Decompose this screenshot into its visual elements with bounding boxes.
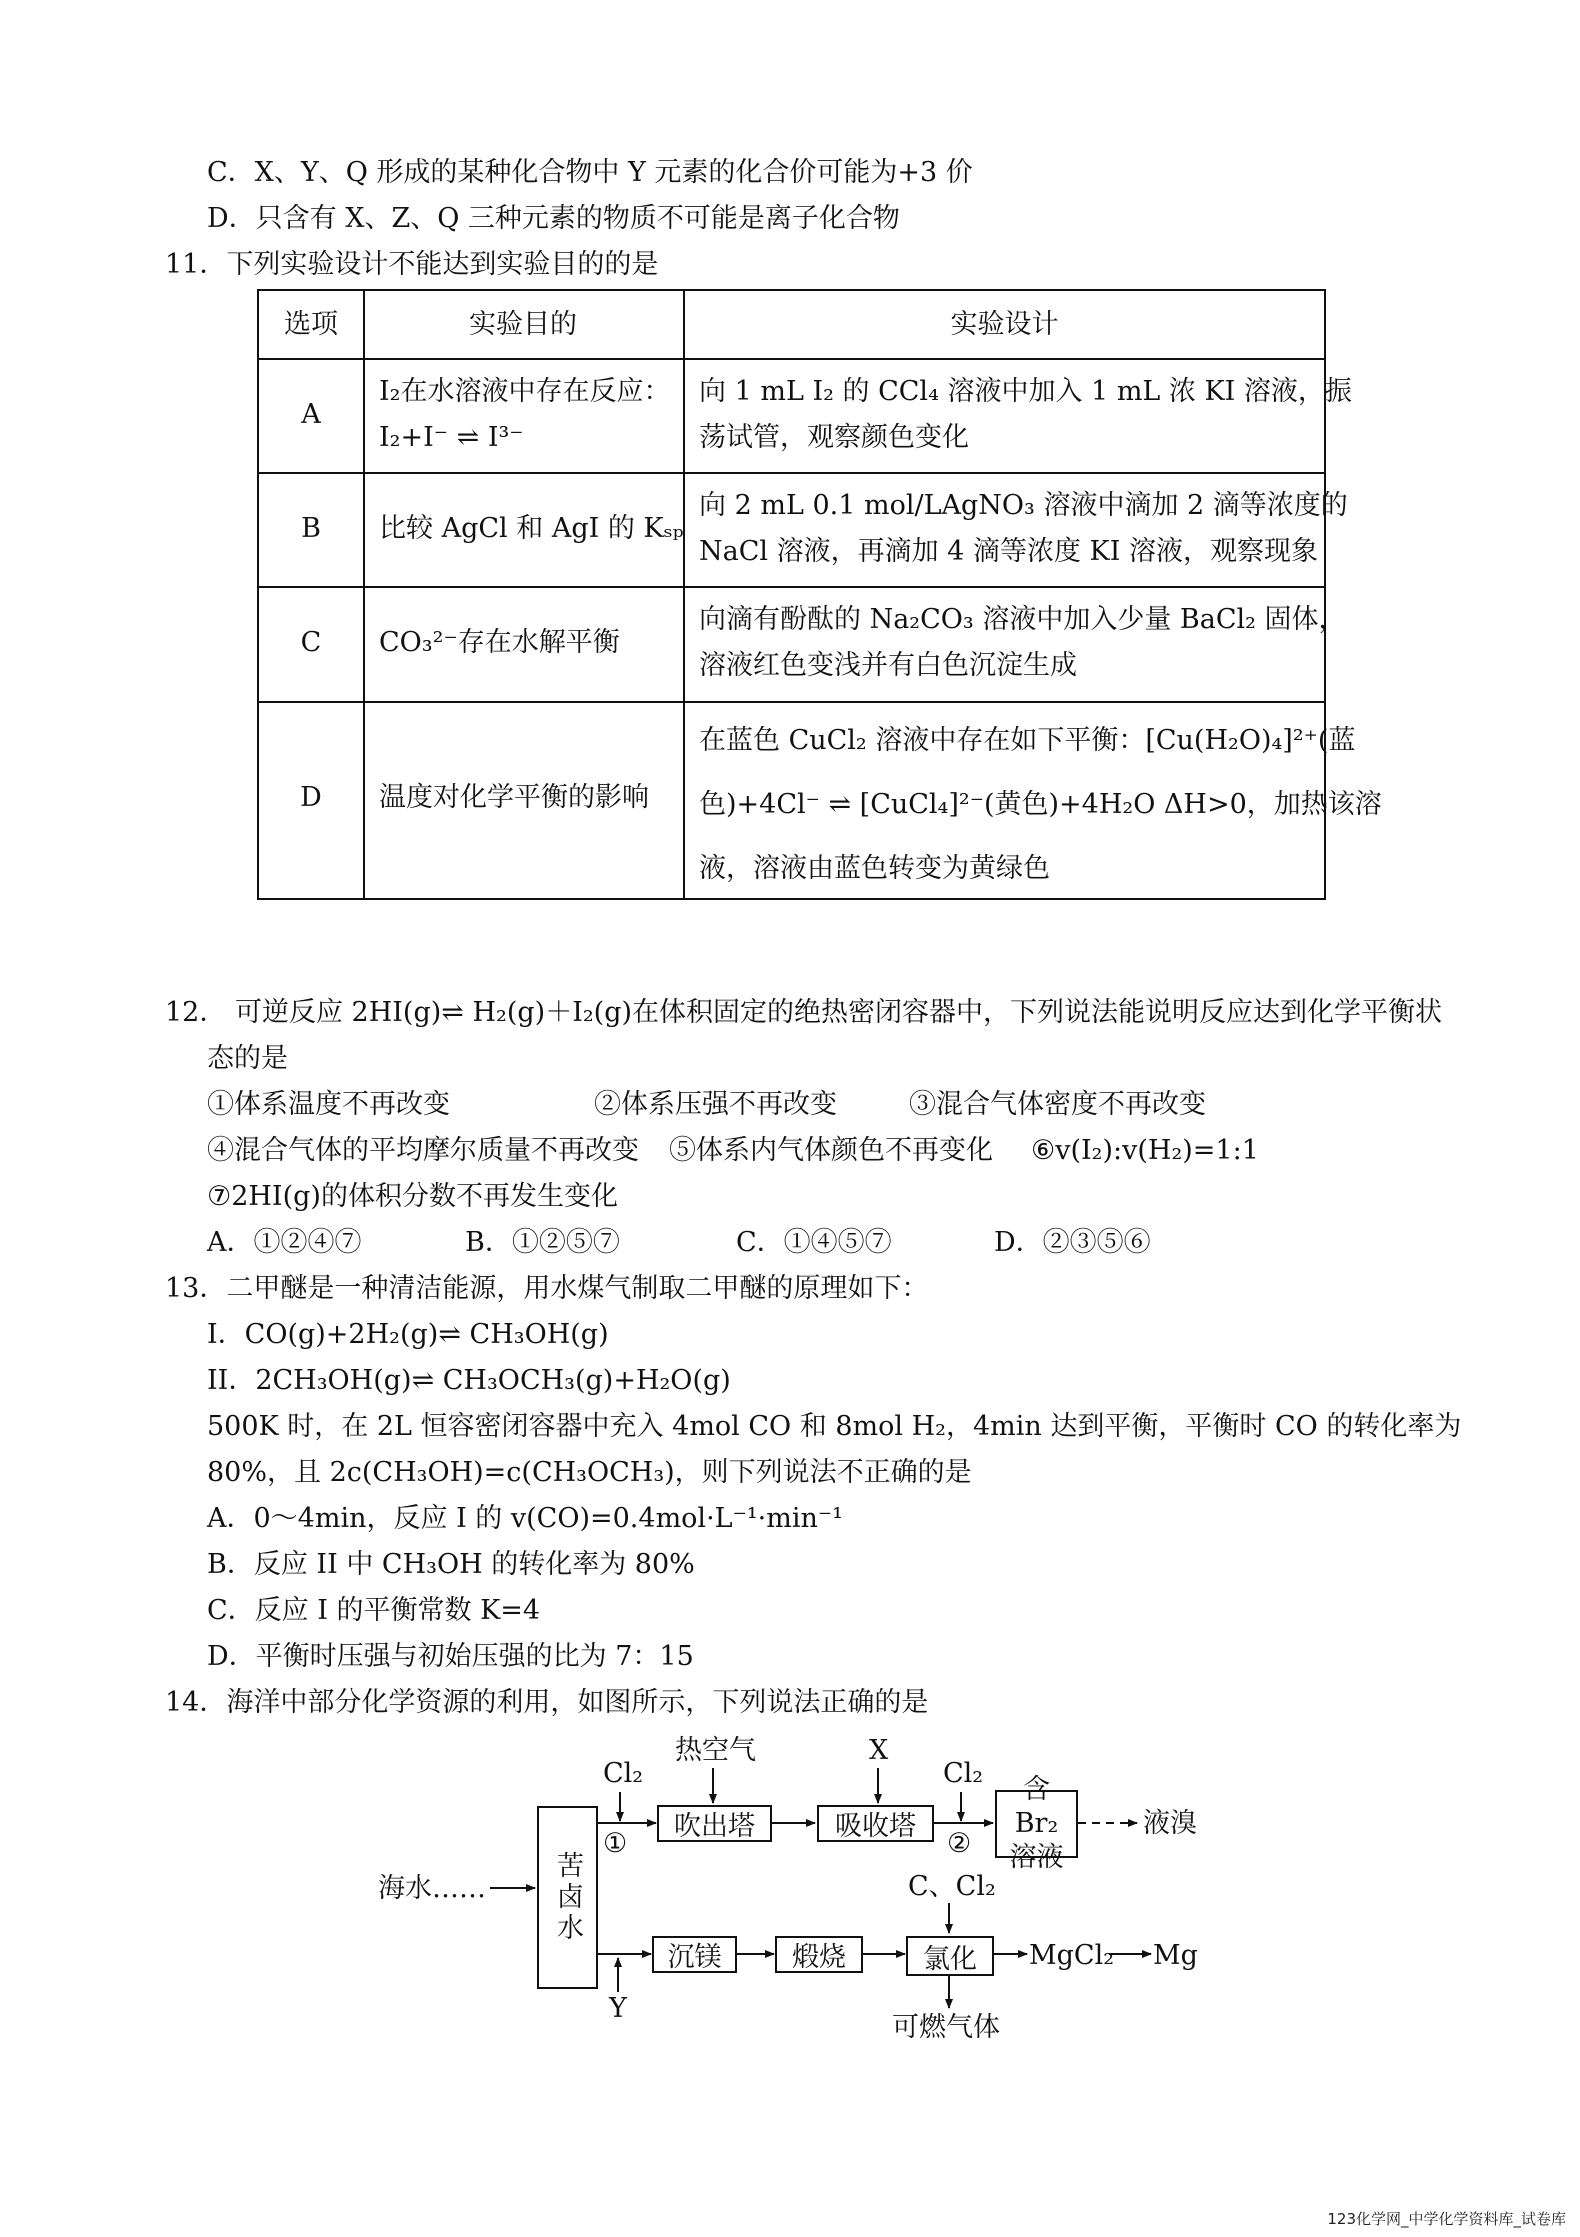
q12-item: ⑤体系内气体颜色不再变化 — [669, 1135, 993, 1166]
table-row-option: C — [300, 627, 322, 658]
q11-stem: 11．下列实验设计不能达到实验目的的是 — [165, 249, 659, 280]
step2-marker: ② — [947, 1828, 972, 1859]
calcine-label: 煅烧 — [792, 1942, 846, 1973]
q13-condition-cont: 80%，且 2c(CH₃OH)=c(CH₃OCH₃)，则下列说法不正确的是 — [207, 1457, 972, 1488]
liquid-bromine-label: 液溴 — [1143, 1808, 1197, 1839]
q13-stem: 13．二甲醚是一种清洁能源，用水煤气制取二甲醚的原理如下： — [165, 1273, 929, 1304]
table-row-design: 液，溶液由蓝色转变为黄绿色 — [699, 853, 1050, 884]
table-row-option: B — [301, 513, 321, 544]
br2-solution-label: 含Br₂溶液 — [1009, 1774, 1064, 1873]
q12-item: ②体系压强不再改变 — [594, 1089, 837, 1120]
q13-reaction-1: I．CO(g)+2H₂(g)⇌ CH₃OH(g) — [207, 1319, 609, 1350]
prev-option-d: D．只含有 X、Z、Q 三种元素的物质不可能是离子化合物 — [207, 203, 900, 234]
table-row-design: 荡试管，观察颜色变化 — [699, 422, 969, 453]
table-row-design: 色)+4Cl⁻ ⇌ [CuCl₄]²⁻(黄色)+4H₂O ΔH>0，加热该溶 — [699, 789, 1382, 820]
q12-stem-cont: 态的是 — [207, 1043, 288, 1074]
table-header-purpose: 实验目的 — [469, 309, 577, 340]
q12-item: ③混合气体密度不再改变 — [909, 1089, 1206, 1120]
q12-option: C．①④⑤⑦ — [736, 1227, 892, 1258]
mgcl2-label: MgCl₂ — [1029, 1940, 1115, 1971]
q12-stem: 12． 可逆反应 2HI(g)⇌ H₂(g)＋I₂(g)在体积固定的绝热密闭容器中，下列说法能说明反应达到化学平衡状 — [165, 997, 1443, 1028]
q12-item: ④混合气体的平均摩尔质量不再改变 — [207, 1135, 639, 1166]
q12-item: ①体系温度不再改变 — [207, 1089, 450, 1120]
absorb-tower-box — [817, 1805, 934, 1842]
absorb-tower-label: 吸收塔 — [835, 1811, 916, 1842]
table-row-purpose: I₂在水溶液中存在反应： — [379, 376, 671, 407]
cl2-label-2: Cl₂ — [943, 1758, 984, 1789]
footer-watermark: 123化学网_中学化学资料库_试卷库 — [1327, 2210, 1566, 2228]
q12-item: ⑦2HI(g)的体积分数不再发生变化 — [207, 1181, 618, 1212]
table-row-design: 向滴有酚酞的 Na₂CO₃ 溶液中加入少量 BaCl₂ 固体， — [699, 604, 1346, 635]
c-cl2-label: C、Cl₂ — [908, 1871, 996, 1902]
step1-marker: ① — [603, 1828, 628, 1859]
table-row-design: NaCl 溶液，再滴加 4 滴等浓度 KI 溶液，观察现象 — [699, 536, 1318, 567]
q13-option: A．0～4min，反应 I 的 v(CO)=0.4mol·L⁻¹·min⁻¹ — [207, 1503, 843, 1534]
table-row-purpose: I₂+I⁻ ⇌ I³⁻ — [379, 422, 524, 453]
prev-option-c: C．X、Y、Q 形成的某种化合物中 Y 元素的化合价可能为+3 价 — [207, 157, 973, 188]
table-row-option: A — [301, 399, 321, 430]
q12-item: ⑥v(I₂):v(H₂)=1:1 — [1031, 1135, 1259, 1166]
table-row-option: D — [300, 782, 322, 813]
chlorinate-box — [906, 1936, 994, 1976]
blow-tower-box — [657, 1805, 772, 1842]
seawater-label: 海水…… — [378, 1873, 486, 1904]
q13-reaction-2: II．2CH₃OH(g)⇌ CH₃OCH₃(g)+H₂O(g) — [207, 1365, 731, 1396]
hot-air-label: 热空气 — [675, 1735, 756, 1766]
calcine-box — [775, 1936, 863, 1973]
q13-option: D．平衡时压强与初始压强的比为 7：15 — [207, 1641, 694, 1672]
blow-tower-label: 吹出塔 — [674, 1811, 755, 1842]
combustible-gas-label: 可燃气体 — [892, 2012, 1000, 2043]
cl2-label-1: Cl₂ — [603, 1758, 644, 1789]
y-label: Y — [609, 1993, 627, 2024]
table-row-purpose: 温度对化学平衡的影响 — [379, 782, 649, 813]
table-row-purpose: 比较 AgCl 和 AgI 的 Kₛₚ — [379, 513, 684, 544]
q13-option: B．反应 II 中 CH₃OH 的转化率为 80% — [207, 1549, 695, 1580]
bittern-label: 苦卤水 — [552, 1851, 583, 1944]
br2-solution-box — [995, 1774, 1078, 1873]
chlorinate-label: 氯化 — [923, 1943, 977, 1975]
precipitate-label: 沉镁 — [667, 1942, 722, 1973]
q13-condition: 500K 时，在 2L 恒容密闭容器中充入 4mol CO 和 8mol H₂，4min 达到平衡，平衡时 CO 的转化率为 — [207, 1411, 1462, 1442]
table-row-design: 在蓝色 CuCl₂ 溶液中存在如下平衡：[Cu(H₂O)₄]²⁺(蓝 — [699, 725, 1356, 756]
q14-stem: 14．海洋中部分化学资源的利用，如图所示，下列说法正确的是 — [165, 1687, 929, 1718]
table-header-design: 实验设计 — [950, 309, 1059, 340]
table-row-design: 向 2 mL 0.1 mol/LAgNO₃ 溶液中滴加 2 滴等浓度的 — [699, 490, 1348, 521]
x-label: X — [869, 1735, 889, 1766]
bittern-box — [537, 1806, 598, 1989]
table-row-purpose: CO₃²⁻存在水解平衡 — [379, 627, 620, 658]
q13-option: C．反应 I 的平衡常数 K=4 — [207, 1595, 541, 1626]
q12-option: B．①②⑤⑦ — [465, 1227, 620, 1258]
table-row-design: 溶液红色变浅并有白色沉淀生成 — [699, 650, 1077, 681]
table-row-design: 向 1 mL I₂ 的 CCl₄ 溶液中加入 1 mL 浓 KI 溶液，振 — [699, 376, 1352, 407]
table-header-option: 选项 — [284, 309, 338, 340]
q12-option: A．①②④⑦ — [207, 1227, 362, 1258]
q12-option: D．②③⑤⑥ — [994, 1227, 1151, 1258]
mg-label: Mg — [1153, 1940, 1198, 1971]
precipitate-box — [652, 1936, 737, 1973]
